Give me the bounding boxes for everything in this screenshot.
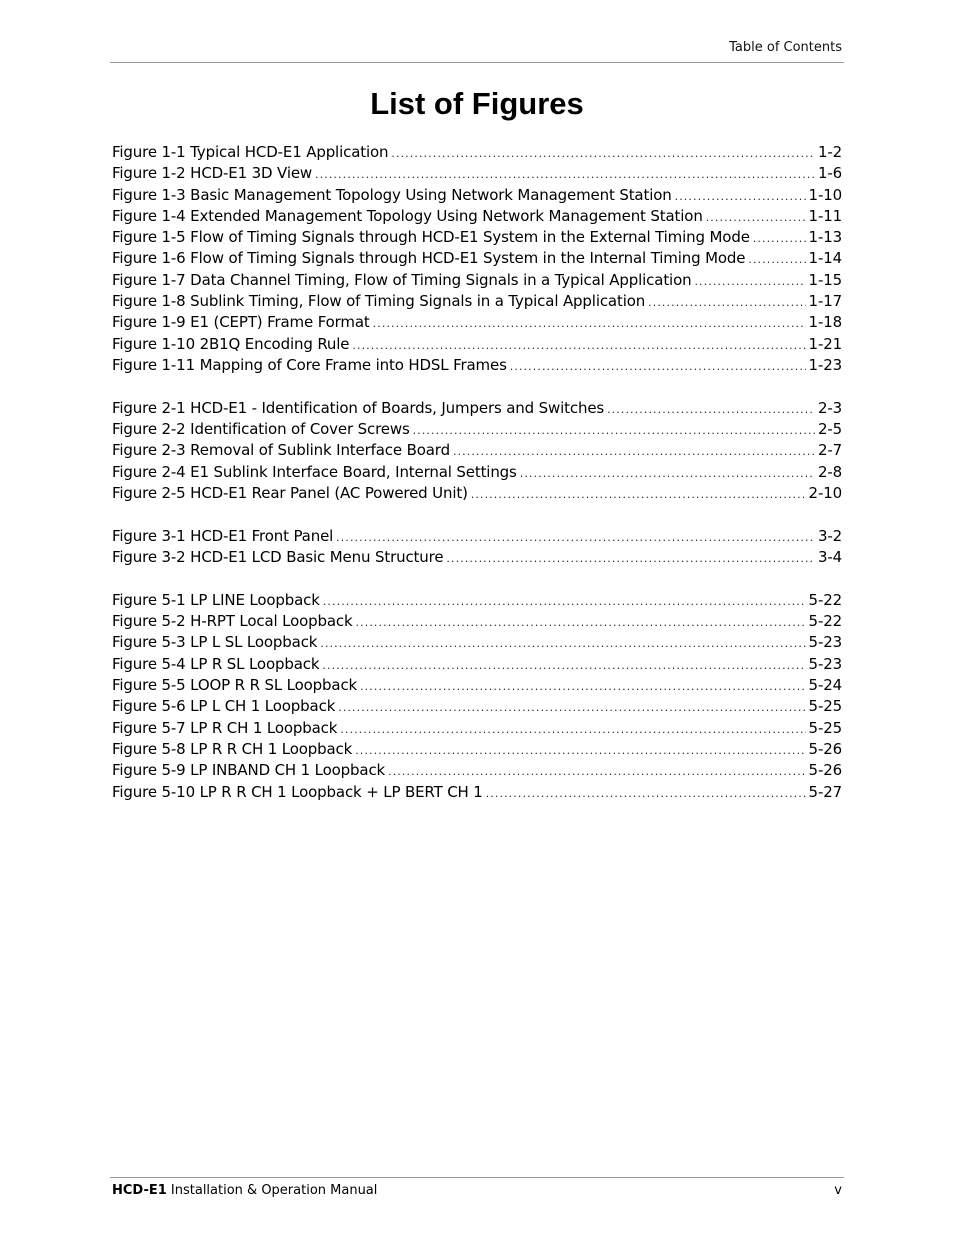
figure-list (112, 142, 842, 824)
figure-entry[interactable] (112, 248, 842, 269)
dot-leader (413, 420, 815, 441)
figure-entry-label: Figure 5-4 LP R SL Loopback (112, 654, 320, 673)
figure-entry[interactable] (112, 312, 842, 333)
figure-entry-label: Figure 1-10 2B1Q Encoding Rule (112, 334, 350, 353)
figure-entry-label: Figure 1-1 Typical HCD-E1 Application (112, 143, 389, 161)
footer-page-number: v (834, 1183, 842, 1198)
dot-leader (322, 655, 805, 676)
dot-leader (706, 207, 806, 228)
figure-entry-page: 5-23 (808, 633, 842, 652)
figure-entry-label: Figure 2-5 HCD-E1 Rear Panel (AC Powered Unit) (112, 483, 468, 502)
footer-doc-name: HCD-E1 (112, 1183, 167, 1198)
footer-doc-subtitle: Installation & Operation Manual (166, 1183, 378, 1198)
figure-entry-label: Figure 1-4 Extended Management Topology Using Network Management Station (112, 206, 703, 225)
figure-entry-label: Figure 5-3 LP L SL Loopback (112, 633, 318, 652)
figure-entry[interactable] (112, 483, 842, 504)
figure-entry-page: 5-23 (808, 654, 842, 673)
figure-entry-page: 2-8 (817, 462, 842, 481)
figure-entry[interactable] (112, 206, 842, 227)
dot-leader (607, 399, 815, 420)
figure-entry-label: Figure 1-7 Data Channel Timing, Flow of Timing Signals in a Typical Application (112, 270, 692, 289)
figure-entry-page: 1-2 (817, 143, 842, 161)
dot-leader (648, 292, 805, 313)
header-divider (110, 62, 844, 63)
figure-group (112, 526, 842, 569)
dot-leader (373, 313, 806, 334)
figure-entry[interactable] (112, 547, 842, 568)
figure-entry[interactable] (112, 334, 842, 355)
figure-entry-label: Figure 1-3 Basic Management Topology Using Network Management Station (112, 185, 672, 204)
figure-entry-label: Figure 1-8 Sublink Timing, Flow of Timing Signals in a Typical Application (112, 292, 646, 311)
dot-leader (510, 356, 806, 377)
dot-leader (748, 249, 805, 270)
dot-leader (340, 719, 805, 740)
dot-leader (446, 548, 815, 569)
dot-leader (471, 484, 806, 505)
figure-entry[interactable] (112, 782, 842, 803)
figure-entry[interactable] (112, 185, 842, 206)
figure-group (112, 142, 842, 376)
figure-entry-page: 5-22 (808, 612, 842, 631)
figure-entry[interactable] (112, 355, 842, 376)
running-header: Table of Contents (729, 40, 842, 55)
figure-entry[interactable] (112, 291, 842, 312)
figure-entry[interactable] (112, 526, 842, 547)
figure-entry[interactable] (112, 718, 842, 739)
figure-entry-label: Figure 5-5 LOOP R R SL Loopback (112, 676, 358, 695)
figure-entry[interactable] (112, 270, 842, 291)
figure-entry-label: Figure 5-10 LP R R CH 1 Loopback + LP BERT CH 1 (112, 782, 483, 801)
figure-entry-label: Figure 5-9 LP INBAND CH 1 Loopback (112, 761, 386, 780)
dot-leader (352, 335, 805, 356)
figure-entry-page: 2-3 (817, 398, 842, 417)
dot-leader (315, 164, 815, 185)
figure-entry[interactable] (112, 590, 842, 611)
figure-entry-page: 3-4 (817, 548, 842, 567)
figure-entry-page: 1-23 (808, 355, 842, 374)
figure-group (112, 398, 842, 504)
dot-leader (453, 441, 815, 462)
figure-entry-page: 1-15 (808, 270, 842, 289)
figure-entry-page: 5-26 (808, 739, 842, 758)
figure-entry[interactable] (112, 696, 842, 717)
figure-entry-page: 2-7 (817, 441, 842, 460)
figure-entry-label: Figure 1-9 E1 (CEPT) Frame Format (112, 313, 370, 332)
figure-entry-page: 1-13 (808, 228, 842, 247)
dot-leader (338, 697, 805, 718)
footer-document-title (112, 1183, 377, 1198)
figure-entry[interactable] (112, 760, 842, 781)
page-title: List of Figures (370, 86, 584, 121)
figure-entry[interactable] (112, 611, 842, 632)
figure-entry[interactable] (112, 739, 842, 760)
figure-entry-label: Figure 5-6 LP L CH 1 Loopback (112, 697, 336, 716)
dot-leader (694, 271, 805, 292)
figure-entry-label: Figure 2-4 E1 Sublink Interface Board, Internal Settings (112, 462, 517, 481)
figure-entry-page: 5-22 (808, 590, 842, 609)
figure-entry-label: Figure 5-7 LP R CH 1 Loopback (112, 718, 338, 737)
figure-entry-page: 5-25 (808, 718, 842, 737)
figure-entry[interactable] (112, 142, 842, 163)
figure-entry-label: Figure 1-2 HCD-E1 3D View (112, 164, 313, 183)
figure-entry-page: 1-14 (808, 249, 842, 268)
figure-entry[interactable] (112, 462, 842, 483)
dot-leader (360, 676, 805, 697)
figure-entry-label: Figure 5-1 LP LINE Loopback (112, 590, 320, 609)
figure-entry[interactable] (112, 675, 842, 696)
dot-leader (391, 143, 815, 164)
figure-entry-page: 1-17 (808, 292, 842, 311)
figure-entry-label: Figure 1-6 Flow of Timing Signals through HCD-E1 System in the Internal Timing Mode (112, 249, 746, 268)
figure-entry[interactable] (112, 163, 842, 184)
figure-entry-page: 5-24 (808, 676, 842, 695)
figure-entry-label: Figure 5-2 H-RPT Local Loopback (112, 612, 353, 631)
figure-entry-page: 1-10 (808, 185, 842, 204)
figure-entry[interactable] (112, 632, 842, 653)
figure-entry-page: 3-2 (817, 526, 842, 545)
dot-leader (323, 591, 806, 612)
figure-entry-label: Figure 1-5 Flow of Timing Signals through HCD-E1 System in the External Timing Mode (112, 228, 750, 247)
figure-entry[interactable] (112, 227, 842, 248)
figure-entry-page: 5-27 (808, 782, 842, 801)
dot-leader (753, 228, 806, 249)
dot-leader (355, 740, 805, 761)
figure-entry[interactable] (112, 440, 842, 461)
figure-entry-label: Figure 3-2 HCD-E1 LCD Basic Menu Structure (112, 548, 444, 567)
figure-entry-page: 2-10 (808, 483, 842, 502)
dot-leader (675, 186, 806, 207)
figure-entry-label: Figure 2-3 Removal of Sublink Interface Board (112, 441, 450, 460)
figure-entry[interactable] (112, 419, 842, 440)
figure-entry[interactable] (112, 398, 842, 419)
figure-entry-page: 1-21 (808, 334, 842, 353)
figure-entry-label: Figure 2-2 Identification of Cover Screws (112, 420, 410, 439)
dot-leader (388, 761, 805, 782)
figure-entry-label: Figure 2-1 HCD-E1 - Identification of Boards, Jumpers and Switches (112, 398, 605, 417)
figure-entry-page: 2-5 (817, 420, 842, 439)
figure-group (112, 590, 842, 803)
figure-entry[interactable] (112, 654, 842, 675)
dot-leader (356, 612, 806, 633)
figure-entry-page: 5-25 (808, 697, 842, 716)
figure-entry-label: Figure 3-1 HCD-E1 Front Panel (112, 526, 334, 545)
figure-entry-label: Figure 5-8 LP R R CH 1 Loopback (112, 739, 353, 758)
dot-leader (336, 527, 815, 548)
figure-entry-page: 1-6 (817, 164, 842, 183)
footer-divider (110, 1177, 844, 1178)
figure-entry-page: 5-26 (808, 761, 842, 780)
figure-entry-page: 1-11 (808, 206, 842, 225)
dot-leader (320, 633, 805, 654)
dot-leader (486, 783, 806, 804)
figure-entry-page: 1-18 (808, 313, 842, 332)
figure-entry-label: Figure 1-11 Mapping of Core Frame into HDSL Frames (112, 355, 507, 374)
dot-leader (520, 463, 815, 484)
